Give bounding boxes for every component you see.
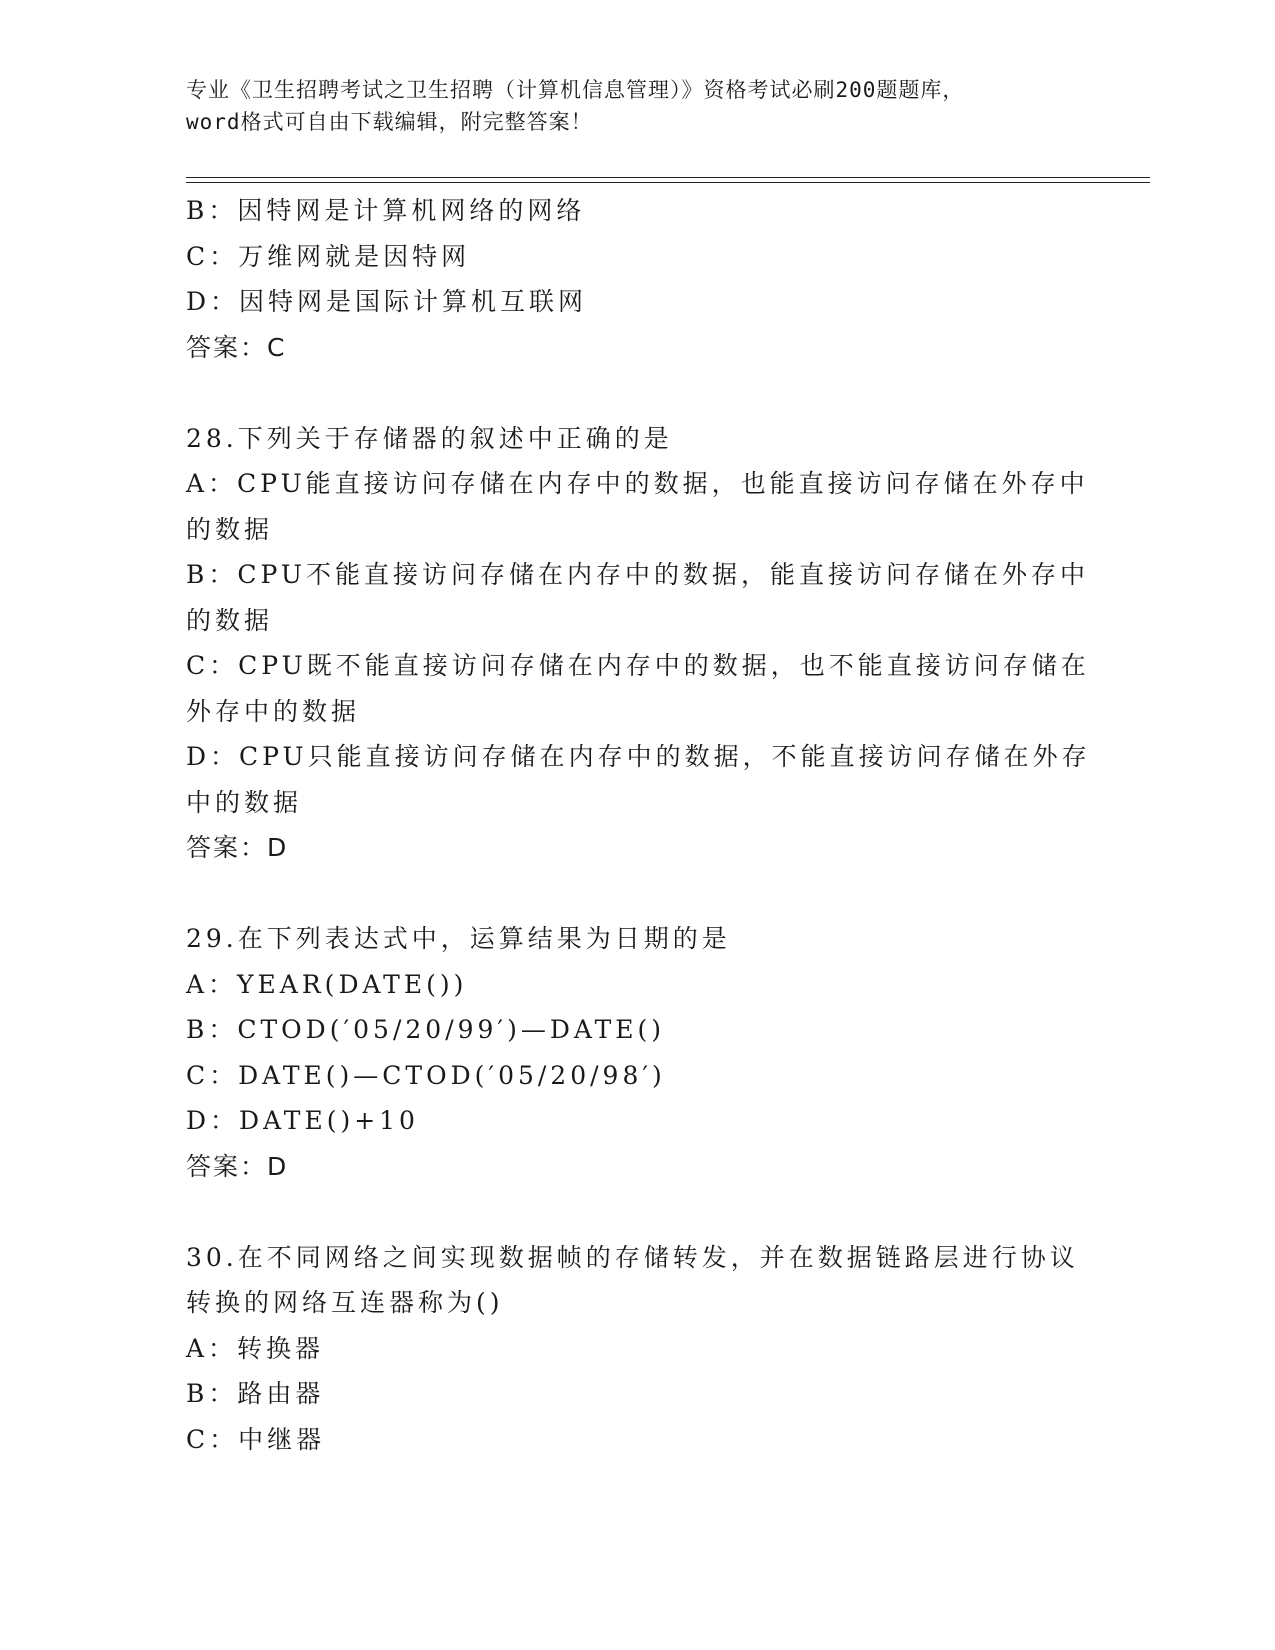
question-29-option-a: A：YEAR(DATE()) xyxy=(186,969,468,999)
option-c: C：万维网就是因特网 xyxy=(186,241,471,271)
question-29-option-b: B：CTOD(′05/20/99′)—DATE() xyxy=(186,1015,666,1044)
question-28-stem: 28.下列关于存储器的叙述中正确的是 xyxy=(186,423,673,453)
question-30-option-c: C：中继器 xyxy=(186,1424,326,1454)
question-28-option-b: B：CPU不能直接访问存储在内存中的数据，能直接访问存储在外存中 xyxy=(186,560,1089,589)
question-28-option-d-cont: 中的数据 xyxy=(186,787,303,817)
question-29-option-c: C：DATE()—CTOD(′05/20/98′) xyxy=(186,1060,666,1090)
header-line-1: 专业《卫生招聘考试之卫生招聘（计算机信息管理）》资格考试必刷200题题库， xyxy=(186,78,965,102)
spacer xyxy=(186,1189,1076,1235)
question-29-stem: 29.在下列表达式中，运算结果为日期的是 xyxy=(186,924,731,953)
option-d: D：因特网是国际计算机互联网 xyxy=(186,287,588,316)
spacer xyxy=(186,370,1076,416)
question-29-option-d: D：DATE()+10 xyxy=(186,1106,419,1135)
spacer xyxy=(186,871,1076,917)
question-content xyxy=(186,188,1091,1462)
question-29-answer: 答案：D xyxy=(186,1151,289,1181)
document-header xyxy=(186,74,1086,138)
header-rule-top xyxy=(186,177,1150,178)
question-28-option-a: A：CPU能直接访问存储在内存中的数据，也能直接访问存储在外存中 xyxy=(186,469,1089,498)
question-28-option-b-cont: 的数据 xyxy=(186,605,274,635)
question-30-option-a: A：转换器 xyxy=(186,1333,325,1363)
question-28-option-d: D：CPU只能直接访问存储在内存中的数据，不能直接访问存储在外存 xyxy=(186,742,1091,771)
header-line-2: word格式可自由下载编辑，附完整答案！ xyxy=(186,110,593,134)
question-28-option-c-cont: 外存中的数据 xyxy=(186,696,361,726)
header-rule-bottom xyxy=(186,182,1150,183)
question-28-option-c: C：CPU既不能直接访问存储在内存中的数据，也不能直接访问存储在 xyxy=(186,651,1090,680)
answer-line: 答案：C xyxy=(186,332,287,362)
option-b: B：因特网是计算机网络的网络 xyxy=(186,196,586,225)
question-30-option-b: B：路由器 xyxy=(186,1379,325,1408)
question-30-stem: 30.在不同网络之间实现数据帧的存储转发，并在数据链路层进行协议 xyxy=(186,1242,1079,1272)
question-28-answer: 答案：D xyxy=(186,833,289,862)
question-30-stem-cont: 转换的网络互连器称为() xyxy=(186,1288,504,1317)
question-28-option-a-cont: 的数据 xyxy=(186,514,274,544)
